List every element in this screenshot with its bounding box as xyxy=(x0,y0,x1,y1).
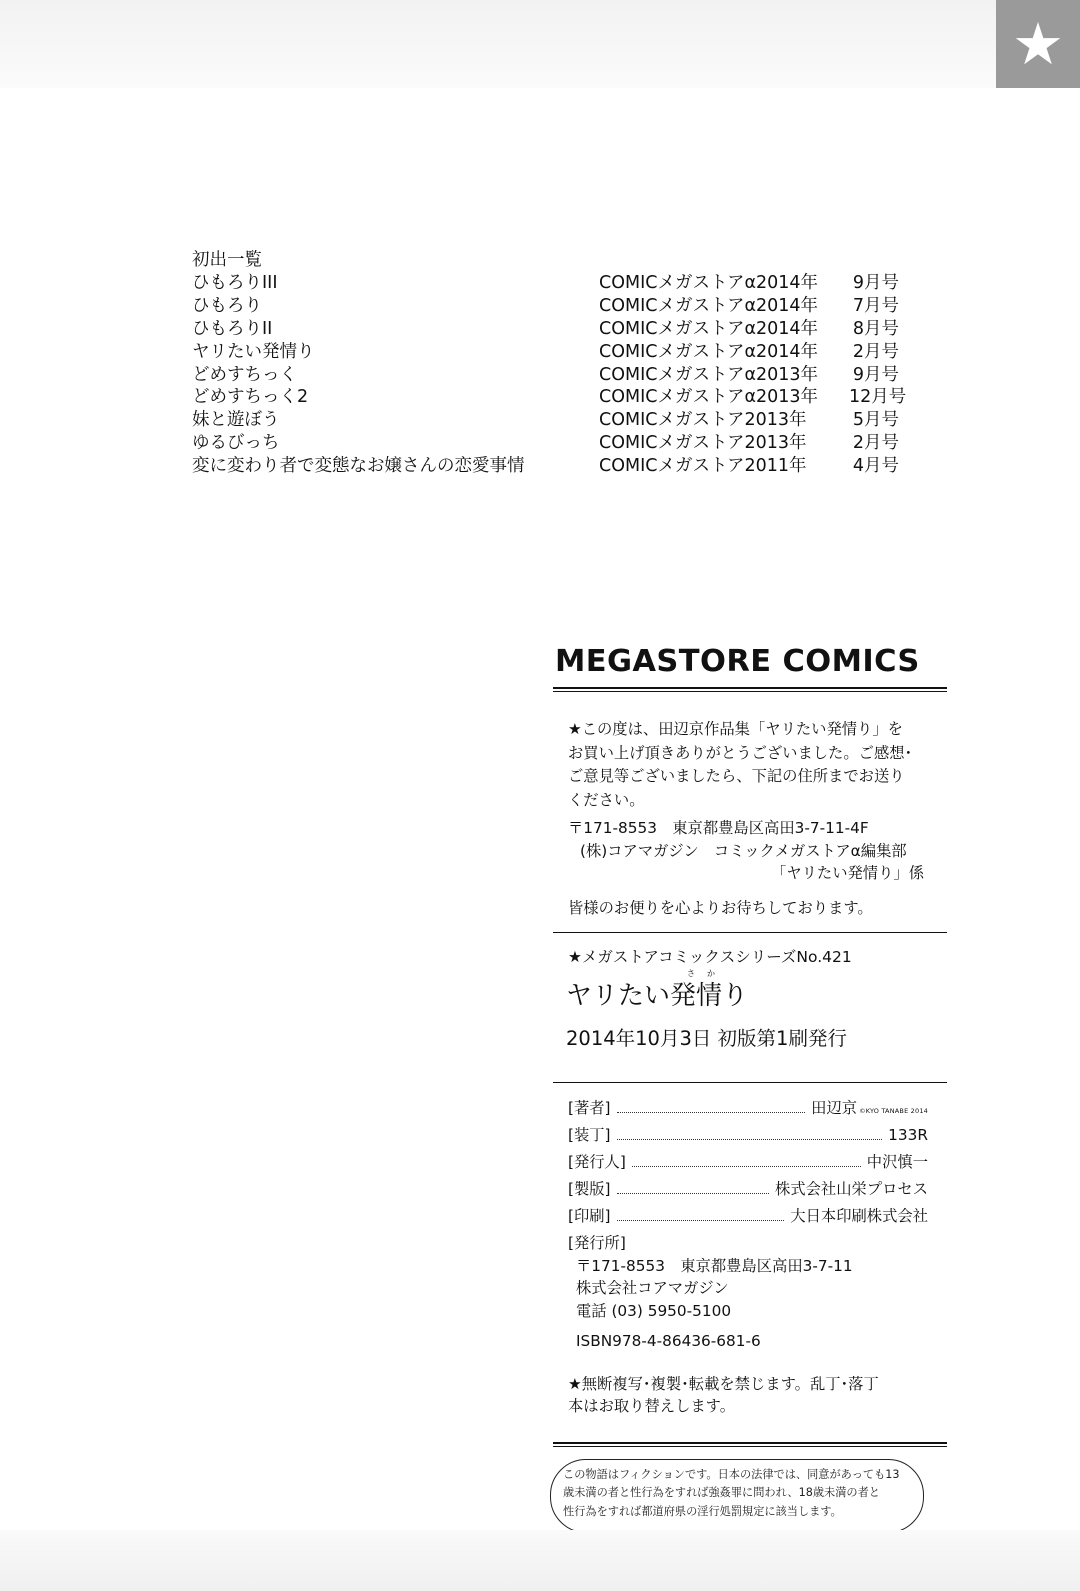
credit-value: 田辺京 xyxy=(811,1099,858,1117)
issue-month: 2月号 xyxy=(852,341,899,362)
debut-row xyxy=(192,364,912,387)
credit-row xyxy=(568,1176,928,1203)
address-line: 〒171-8553 東京都豊島区高田3-7-11-4F xyxy=(568,819,869,837)
credit-row xyxy=(568,1122,928,1149)
story-title: ヤリたい発情り xyxy=(192,341,315,362)
address-line: 「ヤリたい発情り」係 xyxy=(771,864,924,883)
book-title: ヤリたい発情り xyxy=(566,981,749,1011)
leader-dots xyxy=(617,1112,806,1113)
story-title: ゆるびっち xyxy=(192,433,280,454)
divider xyxy=(553,1442,947,1444)
top-page-band xyxy=(0,0,996,88)
credit-row xyxy=(568,1149,928,1176)
debut-row xyxy=(192,409,912,432)
credit-role: [印刷] xyxy=(568,1207,611,1225)
story-title: ひもろり xyxy=(192,295,262,316)
magazine-name: COMICメガストア2011年 xyxy=(599,456,807,477)
thanks-line: ★この度は、田辺京作品集「ヤリたい発情り」を xyxy=(568,720,903,738)
issue-month: 4月号 xyxy=(852,456,899,477)
thanks-line: お買い上げ頂きありがとうございました。ご感想･ xyxy=(568,743,913,762)
notice-line: 性行為をすれば都道府県の淫行処罰規定に該当します。 xyxy=(563,1504,842,1518)
credit-value: 133R xyxy=(888,1126,928,1144)
credit-role: [製版] xyxy=(568,1180,611,1198)
credit-role: [著者] xyxy=(568,1099,611,1117)
publisher-company: 株式会社コアマガジン xyxy=(576,1279,729,1298)
publisher-block xyxy=(568,1232,928,1353)
debut-row xyxy=(192,432,912,455)
thanks-line: ください。 xyxy=(568,790,645,809)
leader-dots xyxy=(632,1166,861,1167)
thanks-message xyxy=(568,718,928,812)
magazine-name: COMICメガストアα2014年 xyxy=(599,273,819,293)
divider xyxy=(553,687,947,689)
legal-line: ★無断複写･複製･転載を禁じます。乱丁･落丁 xyxy=(568,1375,879,1393)
fiction-notice-box xyxy=(550,1459,924,1533)
thanks-line: ご意見等ございましたら、下記の住所までお送り xyxy=(568,767,905,786)
leader-dots xyxy=(617,1220,785,1221)
notice-line: 歳未満の者と性行為をすれば強姦罪に問われ、18歳未満の者と xyxy=(563,1486,880,1500)
divider xyxy=(553,691,947,692)
notice-line: この物語はフィクションです。日本の法律では、同意があっても13 xyxy=(563,1468,900,1481)
credit-row xyxy=(568,1203,928,1230)
credit-role: [発行人] xyxy=(568,1153,626,1171)
closing-message: 皆様のお便りを心よりお待ちしております。 xyxy=(568,899,873,917)
issue-month: 9月号 xyxy=(852,273,899,293)
address-line: (株)コアマガジン コミックメガストアα編集部 xyxy=(580,841,907,860)
divider xyxy=(553,932,947,933)
legal-line: 本はお取り替えします。 xyxy=(568,1397,736,1415)
credits-list xyxy=(568,1095,928,1230)
publisher-phone: 電話 (03) 5950-5100 xyxy=(576,1301,732,1320)
credit-role: [装丁] xyxy=(568,1126,611,1144)
copyright-notice xyxy=(568,1373,928,1417)
leader-dots xyxy=(617,1193,769,1194)
debut-row xyxy=(192,341,912,364)
brand-logo: MEGASTORE COMICS xyxy=(555,644,920,679)
issue-month: 5月号 xyxy=(852,410,899,431)
debut-row xyxy=(192,295,912,318)
issue-month: 8月号 xyxy=(852,318,899,339)
story-title: ひもろりII xyxy=(192,318,273,339)
credit-value: 株式会社山栄プロセス xyxy=(775,1180,928,1198)
magazine-name: COMICメガストア2013年 xyxy=(599,410,807,431)
publisher-address: 〒171-8553 東京都豊島区高田3-7-11 xyxy=(576,1256,853,1275)
publisher-label: [発行所] xyxy=(568,1234,626,1252)
debut-row xyxy=(192,318,912,341)
divider xyxy=(553,1446,947,1447)
credit-value: 大日本印刷株式会社 xyxy=(790,1207,928,1225)
issue-month: 7月号 xyxy=(852,295,899,316)
debut-row xyxy=(192,455,912,478)
credit-value: 中沢慎一 xyxy=(866,1153,928,1171)
magazine-name: COMICメガストアα2013年 xyxy=(599,364,819,385)
magazine-name: COMICメガストア2013年 xyxy=(599,433,807,454)
leader-dots xyxy=(617,1139,883,1140)
copyright-note: ©KYO TANABE 2014 xyxy=(859,1107,928,1115)
mailing-address xyxy=(568,817,928,885)
bottom-page-band xyxy=(0,1530,1080,1591)
magazine-name: COMICメガストアα2014年 xyxy=(599,295,819,316)
story-title: どめすちっく xyxy=(192,364,297,385)
story-title: どめすちっく2 xyxy=(192,387,309,408)
issue-month: 2月号 xyxy=(852,433,899,454)
magazine-name: COMICメガストアα2014年 xyxy=(599,341,819,362)
story-title: 妹と遊ぼう xyxy=(192,410,280,431)
debut-list xyxy=(192,249,912,478)
magazine-name: COMICメガストアα2014年 xyxy=(599,318,819,339)
debut-row xyxy=(192,386,912,409)
edition-date: 2014年10月3日 初版第1刷発行 xyxy=(566,1027,847,1050)
star-icon: ★ xyxy=(996,0,1080,88)
magazine-name: COMICメガストアα2013年 xyxy=(599,387,819,408)
title-ruby: さか xyxy=(687,969,727,978)
series-number: ★メガストアコミックスシリーズNo.421 xyxy=(568,948,852,966)
debut-list-heading: 初出一覧 xyxy=(192,250,262,270)
debut-row xyxy=(192,272,912,295)
credit-row xyxy=(568,1095,928,1122)
issue-month: 9月号 xyxy=(852,364,899,385)
divider xyxy=(553,1082,947,1083)
isbn: ISBN978-4-86436-681-6 xyxy=(576,1332,761,1351)
story-title: ひもろりIII xyxy=(192,273,278,293)
issue-month: 12月号 xyxy=(849,387,907,408)
story-title: 変に変わり者で変態なお嬢さんの恋愛事情 xyxy=(192,456,525,477)
